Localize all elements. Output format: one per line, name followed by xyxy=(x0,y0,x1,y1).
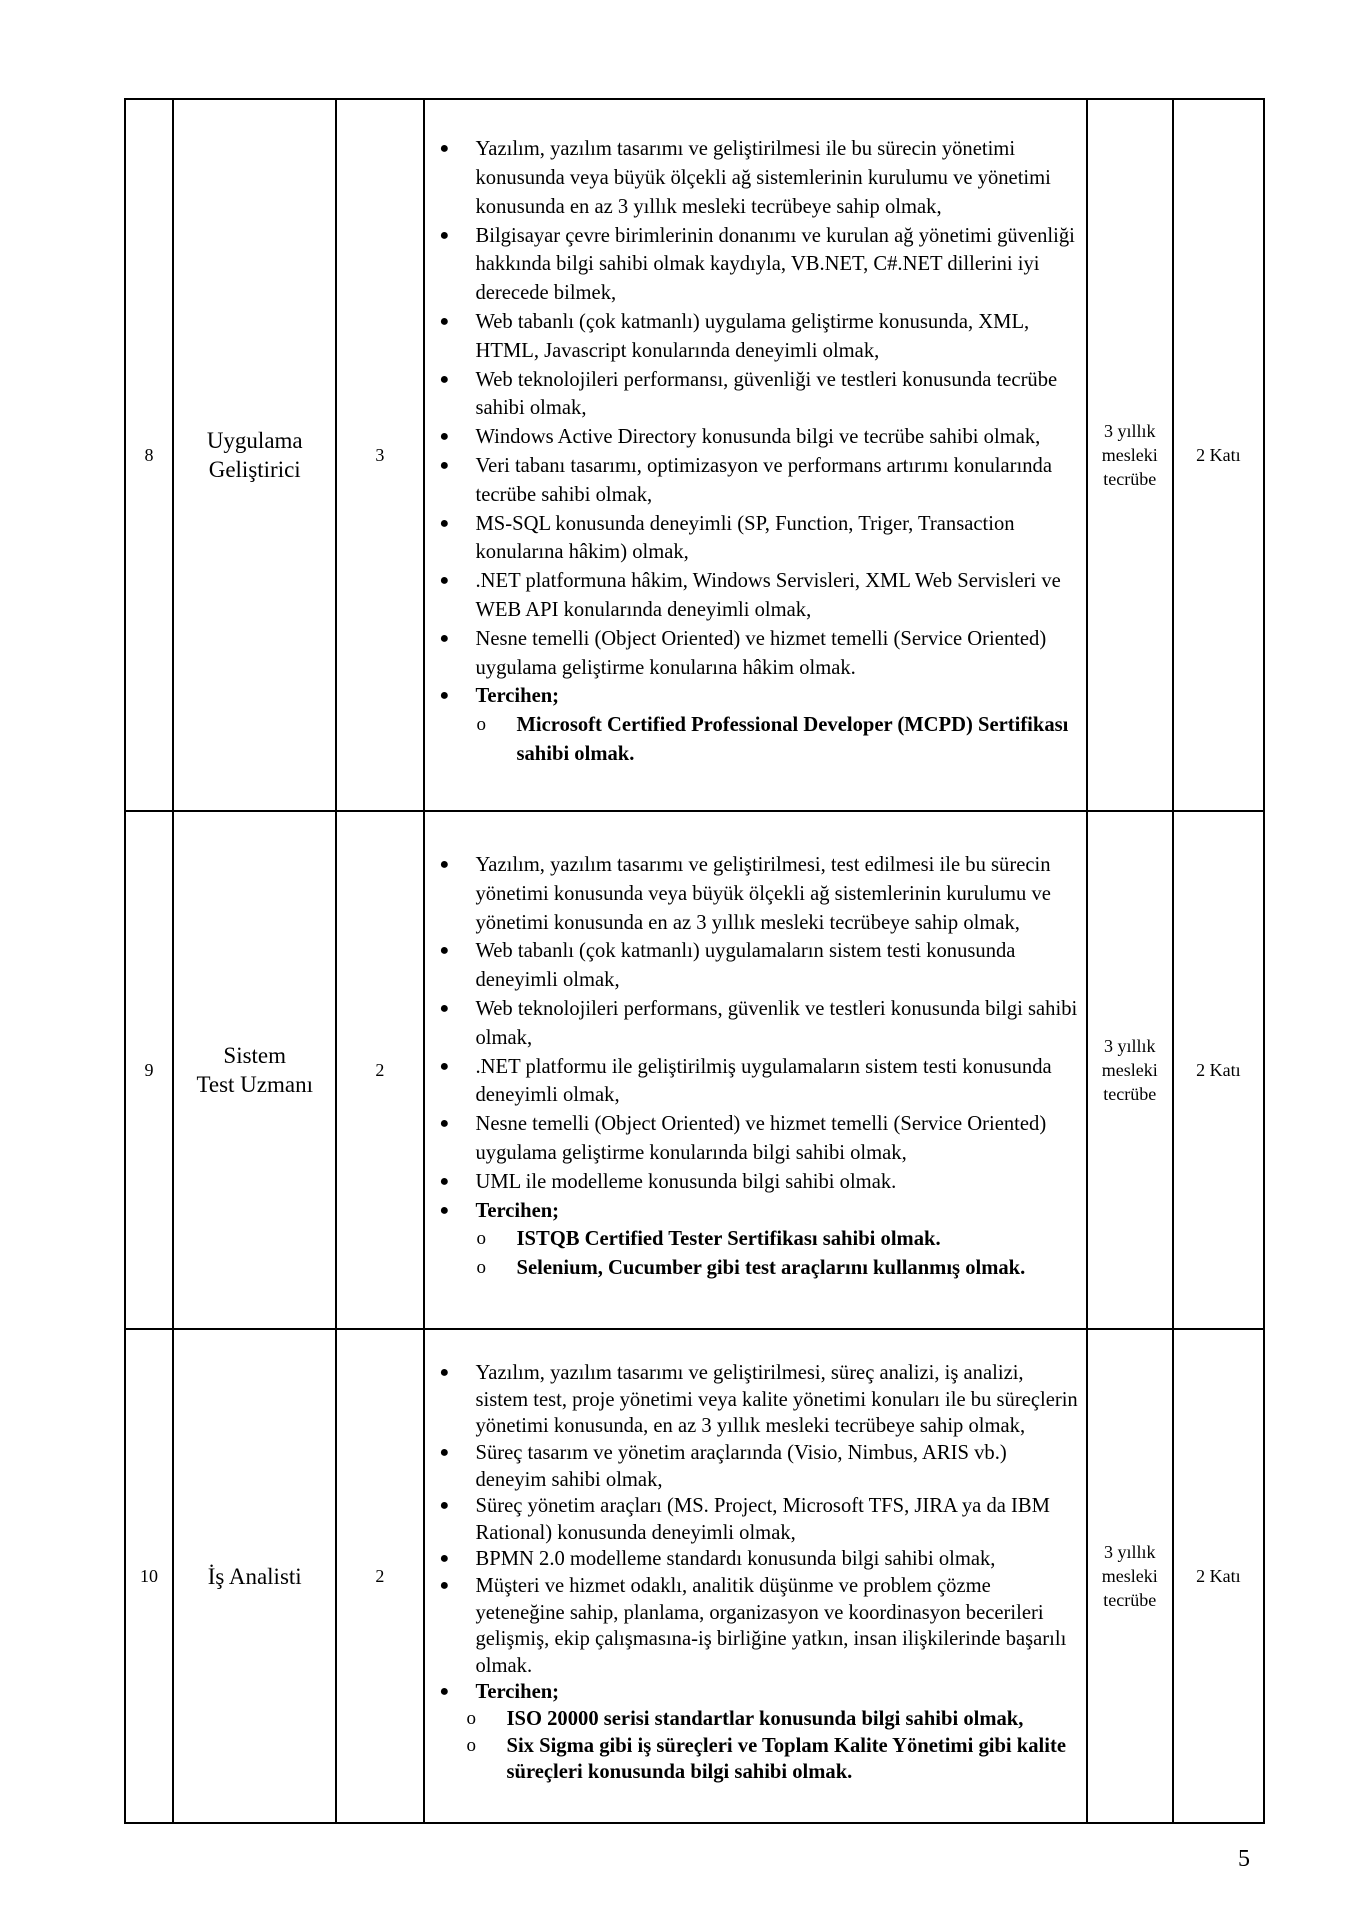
list-item: o Six Sigma gibi iş süreçleri ve Toplam Kalite Yönetimi gibi kalite süreçleri konusunda bilgi sahibi olmak. xyxy=(466,1734,1066,1784)
experience-cell: 3 yıllık mesleki tecrübe xyxy=(1087,99,1173,811)
page-number: 5 xyxy=(1238,1846,1250,1872)
table-row xyxy=(125,99,1264,811)
bullet-icon: ● xyxy=(439,140,450,158)
positions-table xyxy=(124,98,1265,1824)
bullet-icon: ● xyxy=(439,1683,450,1701)
list-item: o ISO 20000 serisi standartlar konusunda bilgi sahibi olmak, xyxy=(425,1706,1080,1733)
list-item: ● Yazılım, yazılım tasarımı ve geliştirilmesi ile bu sürecin yönetimi konusunda veya büyük ölçekli ağ sistemlerinin kurulumu ve yönetimi konusunda en az 3 yıllık mesleki tecrübeye sahip olmak, xyxy=(425,135,1080,221)
list-item xyxy=(425,1197,1080,1283)
list-item: ● BPMN 2.0 modelleme standardı konusunda bilgi sahibi olmak, xyxy=(425,1546,1080,1573)
table-row xyxy=(125,811,1264,1329)
salary-cell: 2 Katı xyxy=(1173,1329,1264,1823)
row-number: 10 xyxy=(125,1329,173,1823)
bullet-icon: ● xyxy=(439,572,450,590)
preferred-label: Tercihen; xyxy=(475,1199,560,1222)
list-item: ● MS-SQL konusunda deneyimli (SP, Function, Triger, Transaction konularına hâkim) olmak, xyxy=(425,510,1080,568)
bullet-icon: ● xyxy=(439,1201,450,1219)
position-count: 2 xyxy=(336,811,423,1329)
list-item: ● Web tabanlı (çok katmanlı) uygulamaların sistem testi konusunda deneyimli olmak, xyxy=(425,937,1080,995)
bullet-icon: ● xyxy=(439,629,450,647)
list-item: ● Nesne temelli (Object Oriented) ve hizmet temelli (Service Oriented) uygulama geliştirme konularına hâkim olmak. xyxy=(425,625,1080,683)
list-item: ● Web teknolojileri performansı, güvenliği ve testleri konusunda tecrübe sahibi olmak, xyxy=(425,366,1080,424)
list-item xyxy=(425,682,1080,768)
list-item: o Selenium, Cucumber gibi test araçlarını kullanmış olmak. xyxy=(476,1254,1080,1283)
bullet-icon: ● xyxy=(439,226,450,244)
list-item xyxy=(425,1679,1080,1785)
requirements-list xyxy=(425,849,1086,1291)
requirements-list xyxy=(425,133,1086,777)
circle-bullet-icon: o xyxy=(476,714,486,736)
list-item: ● UML ile modelleme konusunda bilgi sahibi olmak. xyxy=(425,1168,1080,1197)
bullet-icon: ● xyxy=(439,1497,450,1515)
list-item: ● Süreç yönetim araçları (MS. Project, Microsoft TFS, JIRA ya da IBM Rational) konusunda deneyimli olmak, xyxy=(439,1495,1050,1544)
bullet-icon: ● xyxy=(439,1000,450,1017)
position-count: 3 xyxy=(336,99,423,811)
salary-cell: 2 Katı xyxy=(1173,811,1264,1329)
preferred-label: Tercihen; xyxy=(475,685,560,708)
preferred-list xyxy=(476,711,1080,769)
position-title: İş Analisti xyxy=(173,1329,336,1823)
circle-bullet-icon: o xyxy=(466,1707,476,1729)
experience-cell: 3 yıllık mesleki tecrübe xyxy=(1087,811,1173,1329)
bullet-icon: ● xyxy=(439,1550,450,1568)
list-item: ● Müşteri ve hizmet odaklı, analitik düşünme ve problem çözme yeteneğine sahip, planlama, organizasyon ve koordinasyon becerileri gelişmiş, ekip çalışmasına-iş birliğine yatkın, insan ilişkilerinde başarılı olmak. xyxy=(439,1575,1067,1677)
list-item: o ISTQB Certified Tester Sertifikası sahibi olmak. xyxy=(476,1225,1080,1254)
requirements-cell xyxy=(424,99,1087,811)
circle-bullet-icon: o xyxy=(476,1228,486,1250)
requirements-cell xyxy=(424,1329,1087,1823)
list-item: o Microsoft Certified Professional Developer (MCPD) Sertifikası sahibi olmak. xyxy=(476,711,1080,769)
bullet-icon: ● xyxy=(439,1172,450,1190)
list-item: ● Bilgisayar çevre birimlerinin donanımı ve kurulan ağ yönetimi güvenliği hakkında bilgi sahibi olmak kaydıyla, VB.NET, C#.NET dillerini iyi derecede bilmek, xyxy=(425,222,1080,308)
salary-cell: 2 Katı xyxy=(1173,99,1264,811)
preferred-list xyxy=(476,1225,1080,1283)
position-title: Sistem Test Uzmanı xyxy=(173,811,336,1329)
row-number: 9 xyxy=(125,811,173,1329)
experience-cell: 3 yıllık mesleki tecrübe xyxy=(1087,1329,1173,1823)
bullet-icon: ● xyxy=(439,1444,450,1462)
list-item: ● Yazılım, yazılım tasarımı ve geliştirilmesi, test edilmesi ile bu sürecin yönetimi konusunda veya büyük ölçekli ağ sistemlerinin kurulumu ve yönetimi konusunda en az 3 yıllık mesleki tecrübeye sahip olmak, xyxy=(425,851,1080,937)
list-item: ● Yazılım, yazılım tasarımı ve geliştirilmesi, süreç analizi, iş analizi, sistem test, proje yönetimi veya kalite yönetimi konuları ile bu süreçlerin yönetimi konusunda, en az 3 yıllık mesleki tecrübeye sahip olmak, xyxy=(439,1362,1078,1438)
list-item: ● Nesne temelli (Object Oriented) ve hizmet temelli (Service Oriented) uygulama geliştirme konularında bilgi sahibi olmak, xyxy=(425,1110,1080,1168)
bullet-icon: ● xyxy=(439,1057,450,1075)
bullet-icon: ● xyxy=(439,313,450,331)
list-item: ● Web teknolojileri performans, güvenlik ve testleri konusunda bilgi sahibi olmak, xyxy=(425,995,1080,1053)
list-item: ● Süreç tasarım ve yönetim araçlarında (Visio, Nimbus, ARIS vb.) deneyim sahibi olmak, xyxy=(439,1442,1007,1491)
circle-bullet-icon: o xyxy=(466,1734,476,1756)
table-row xyxy=(125,1329,1264,1823)
position-title: Uygulama Geliştirici xyxy=(173,99,336,811)
bullet-icon: ● xyxy=(439,1577,450,1594)
bullet-icon: ● xyxy=(439,1115,450,1133)
list-item: ● .NET platformu ile geliştirilmiş uygulamaların sistem testi konusunda deneyimli olmak, xyxy=(425,1053,1080,1111)
circle-bullet-icon: o xyxy=(476,1257,486,1279)
position-count: 2 xyxy=(336,1329,423,1823)
requirements-list xyxy=(425,1358,1086,1794)
preferred-label: Tercihen; xyxy=(475,1681,560,1704)
list-item: ● Web tabanlı (çok katmanlı) uygulama geliştirme konusunda, XML, HTML, Javascript konularında deneyimli olmak, xyxy=(425,308,1080,366)
list-item: ● Veri tabanı tasarımı, optimizasyon ve performans artırımı konularında tecrübe sahibi olmak, xyxy=(425,452,1080,510)
bullet-icon: ● xyxy=(439,370,450,388)
bullet-icon: ● xyxy=(439,428,450,446)
list-item: ● .NET platformuna hâkim, Windows Servisleri, XML Web Servisleri ve WEB API konularında deneyimli olmak, xyxy=(425,567,1080,625)
bullet-icon: ● xyxy=(439,1364,450,1382)
bullet-icon: ● xyxy=(439,942,450,960)
row-number: 8 xyxy=(125,99,173,811)
bullet-icon: ● xyxy=(439,687,450,705)
requirements-cell xyxy=(424,811,1087,1329)
preferred-list xyxy=(425,1706,1080,1786)
bullet-icon: ● xyxy=(439,514,450,532)
list-item: ● Windows Active Directory konusunda bilgi ve tecrübe sahibi olmak, xyxy=(425,423,1080,452)
bullet-icon: ● xyxy=(439,856,450,874)
bullet-icon: ● xyxy=(439,457,450,474)
